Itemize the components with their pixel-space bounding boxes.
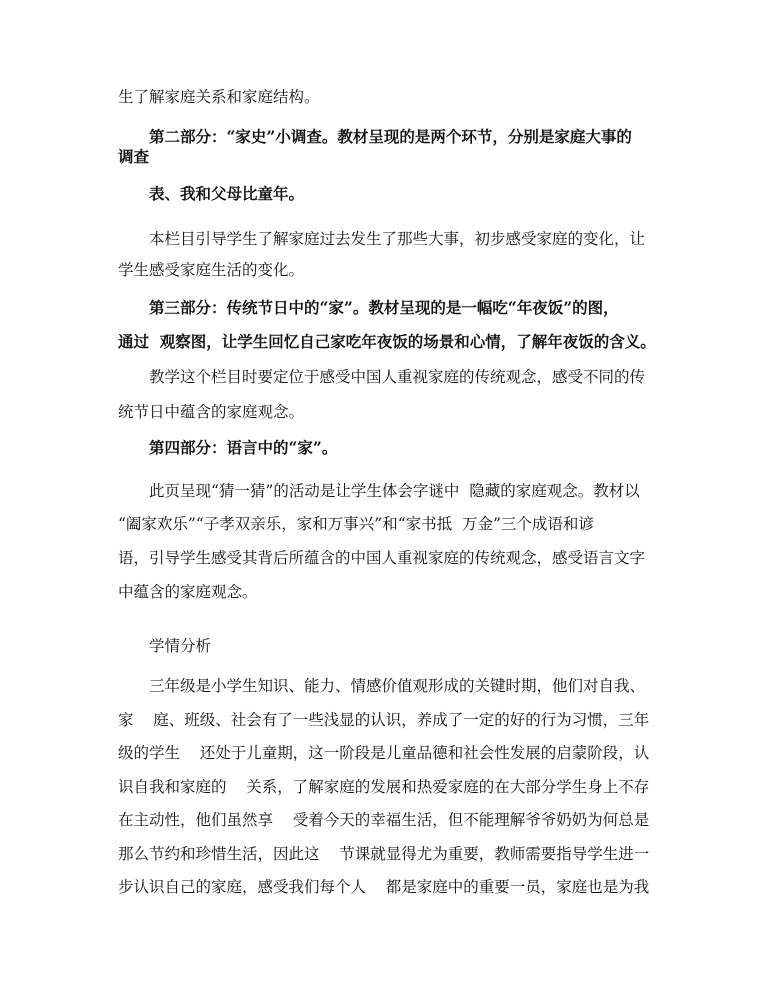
section-heading-4: 第四部分：语言中的“家”。 (118, 438, 338, 457)
text-line: “阖家欢乐”“子孝双亲乐，家和万事兴”和“家书抵 万金”三个成语和谚 (118, 515, 594, 533)
text-line: 级的学生 还处于儿童期，这一阶段是儿童品德和社会性发展的启蒙阶段，认 (118, 744, 650, 762)
text-line: 教学这个栏目时要定位于感受中国人重视家庭的传统观念，感受不同的传 (118, 368, 646, 386)
section-heading-3-cont: 通过 观察图，让学生回忆自己家吃年夜饭的场景和心情，了解年夜饭的含义。 (118, 332, 656, 351)
text-line: 步认识自己的家庭，感受我们每个人 都是家庭中的重要一员，家庭也是为我 (118, 878, 650, 896)
text-line: 三年级是小学生知识、能力、情感价值观形成的关键时期，他们对自我、 (118, 677, 646, 695)
section-heading-analysis: 学情分析 (118, 637, 212, 655)
text-line: 此页呈现“猜一猜”的活动是让学生体会字谜中 隐藏的家庭观念。教材以 (118, 482, 640, 500)
text-line: 中蕴含的家庭观念。 (118, 583, 258, 601)
text-line: 语，引导学生感受其背后所蕴含的中国人重视家庭的传统观念，感受语言文字 (118, 549, 646, 567)
text-line: 统节日中蕴含的家庭观念。 (118, 403, 305, 421)
section-heading-2: 第二部分：“家史”小调查。教材呈现的是两个环节，分别是家庭大事的 (118, 127, 632, 146)
text-line: 学生感受家庭生活的变化。 (118, 261, 305, 279)
text-line: 家 庭、班级、社会有了一些浅显的认识，养成了一定的好的行为习惯，三年 (118, 711, 650, 729)
text-line: 那么节约和珍惜生活，因此这 节课就显得尤为重要，教师需要指导学生进一 (118, 845, 650, 863)
text-line: 识自我和家庭的 关系，了解家庭的发展和热爱家庭的在大部分学生身上不存 (118, 778, 650, 796)
text-line: 在主动性，他们虽然享 受着今天的幸福生活，但不能理解爷爷奶奶为何总是 (118, 811, 650, 829)
section-heading-3: 第三部分：传统节日中的“家”。教材呈现的是一幅吃“年夜饭”的图， (118, 298, 619, 317)
text-line: 生了解家庭关系和家庭结构。 (118, 88, 320, 106)
text-line: 本栏目引导学生了解家庭过去发生了那些大事，初步感受家庭的变化，让 (118, 230, 646, 248)
section-heading-2-cont: 表、我和父母比童年。 (118, 184, 305, 203)
section-heading-2-cont: 调查 (118, 147, 150, 166)
